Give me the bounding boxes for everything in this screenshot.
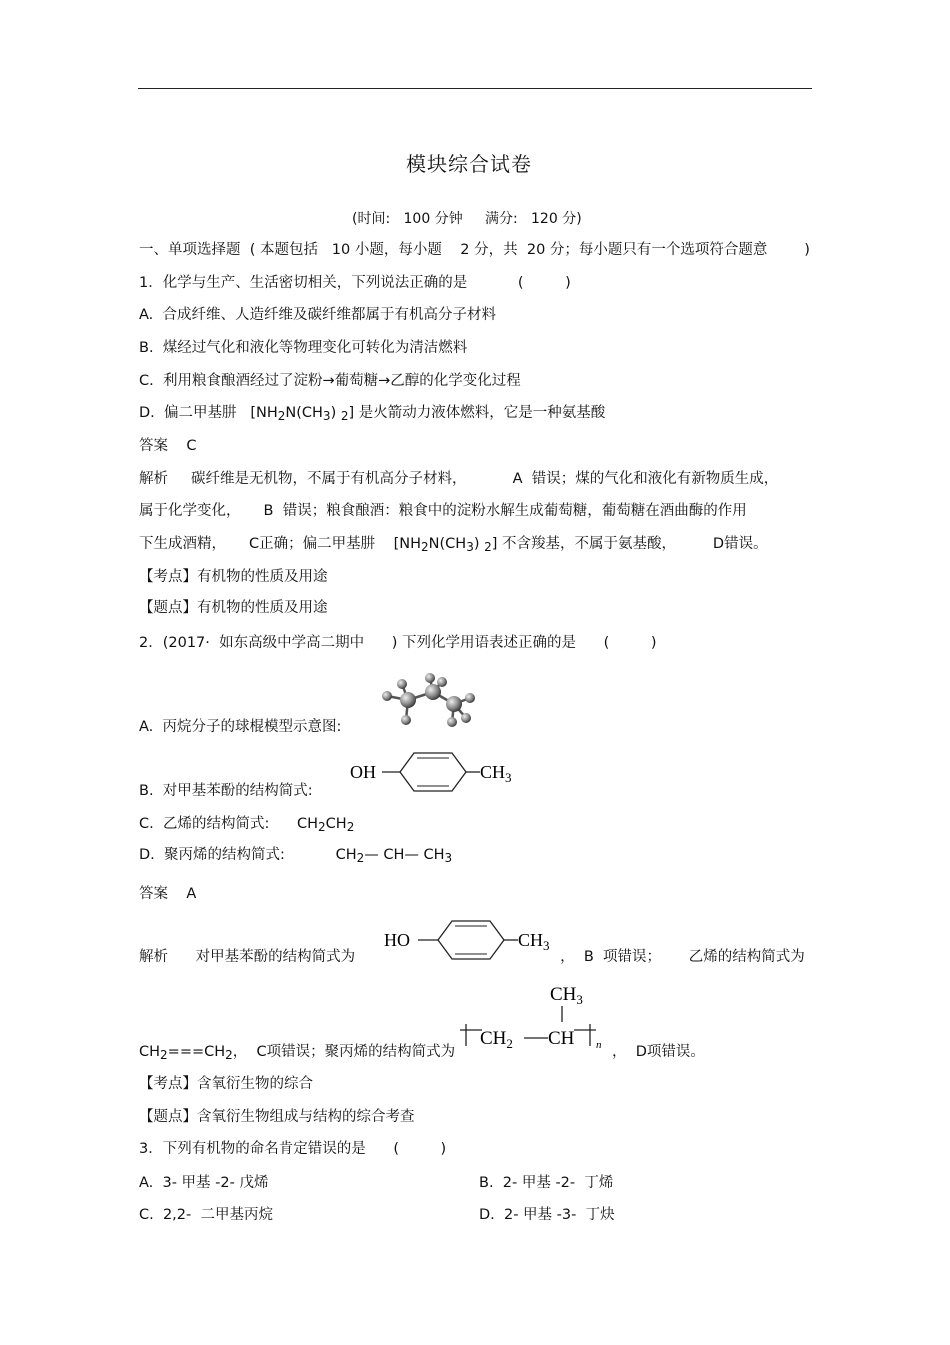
q2-option-a: A. 丙烷分子的球棍模型示意图:	[139, 719, 342, 735]
q2-option-b: B. 对甲基苯酚的结构简式:	[139, 783, 313, 799]
ho-label: HO	[384, 930, 410, 950]
q2-answer: 答案 A	[139, 886, 197, 902]
q1-option-b: B. 煤经过气化和液化等物理变化可转化为清洁燃料	[139, 340, 468, 356]
q1-option-d: D. 偏二甲基肼 [$NH_2N(CH_3)$ $_2$] 是火箭动力液体燃料，它是一种氨基酸	[139, 405, 606, 423]
q2-option-c: C. 乙烯的结构简式: $CH_2CH_2$	[139, 816, 355, 834]
ch-label: CH	[548, 1028, 575, 1049]
section-heading: 一、单项选择题 ( 本题包括 10 小题，每小题 2 分，共 20 分；每小题只有一个选项符合题意 )	[139, 242, 810, 258]
q1-option-a: A. 合成纤维、人造纤维及碳纤维都属于有机高分子材料	[139, 307, 496, 323]
ch3-label: $CH_3$	[480, 762, 512, 785]
exam-info: (时间: 100 分钟 满分: 120 分)	[352, 211, 582, 227]
q3-option-b: B. 2- 甲基 -2- 丁烯	[479, 1175, 614, 1191]
header-rule	[138, 88, 812, 89]
q2-tidian: 【题点】含氧衍生物组成与结构的综合考查	[139, 1109, 415, 1125]
q2-explanation-line2-end: ， D项错误。	[612, 1044, 705, 1060]
page-title: 模块综合试卷	[406, 152, 532, 176]
q1-explanation-line1: 解析 碳纤维是无机物，不属于有机高分子材料， A 错误；煤的气化和液化有新物质生成，	[139, 471, 779, 487]
q1-answer: 答案 C	[139, 438, 197, 454]
q3-option-d: D. 2- 甲基 -3- 丁炔	[479, 1207, 615, 1223]
polypropylene-structure	[452, 976, 612, 1058]
ch3-label: $CH_3$	[518, 930, 550, 953]
q2-kaodian: 【考点】含氧衍生物的综合	[139, 1076, 313, 1092]
q2-explanation-line2: $CH_2===CH_2$， C项错误；聚丙烯的结构简式为	[139, 1044, 456, 1062]
q1-kaodian: 【考点】有机物的性质及用途	[139, 569, 328, 585]
q1-stem: 1．化学与生产、生活密切相关，下列说法正确的是 ( )	[139, 275, 571, 291]
q2-explanation-line1: 解析 对甲基苯酚的结构简式为 ， B 项错误； 乙烯的结构简式为	[139, 949, 805, 965]
p-cresol-structure	[348, 748, 520, 798]
q3-option-c: C. 2,2- 二甲基丙烷	[139, 1207, 273, 1223]
q3-option-a: A. 3- 甲基 -2- 戊烯	[139, 1175, 269, 1191]
q2-option-d: D. 聚丙烯的结构简式: $CH_2—$ CH— $CH_3$	[139, 847, 453, 865]
q1-option-c: C. 利用粮食酿酒经过了淀粉→葡萄糖→乙醇的化学变化过程	[139, 373, 521, 389]
q1-explanation-line2: 属于化学变化， B 错误；粮食酿酒：粮食中的淀粉水解生成葡萄糖，葡萄糖在酒曲酶的作用	[139, 503, 747, 519]
q3-stem: 3．下列有机物的命名肯定错误的是 ( )	[139, 1141, 447, 1157]
propane-ball-stick-model	[378, 672, 480, 730]
q1-tidian: 【题点】有机物的性质及用途	[139, 600, 328, 616]
q2-stem: 2．(2017· 如东高级中学高二期中 ) 下列化学用语表述正确的是 ( )	[139, 635, 657, 651]
n-label: n	[596, 1039, 602, 1051]
q1-explanation-line3: 下生成酒精， C正确；偏二甲基肼 [$NH_2N(CH_3)$ $_2$] 不含羧基，不属于氨基酸， D错误。	[139, 536, 768, 554]
oh-label: OH	[350, 762, 376, 782]
ch2-label: $CH_2$	[480, 1028, 513, 1051]
ch3-label: $CH_3$	[550, 984, 583, 1007]
